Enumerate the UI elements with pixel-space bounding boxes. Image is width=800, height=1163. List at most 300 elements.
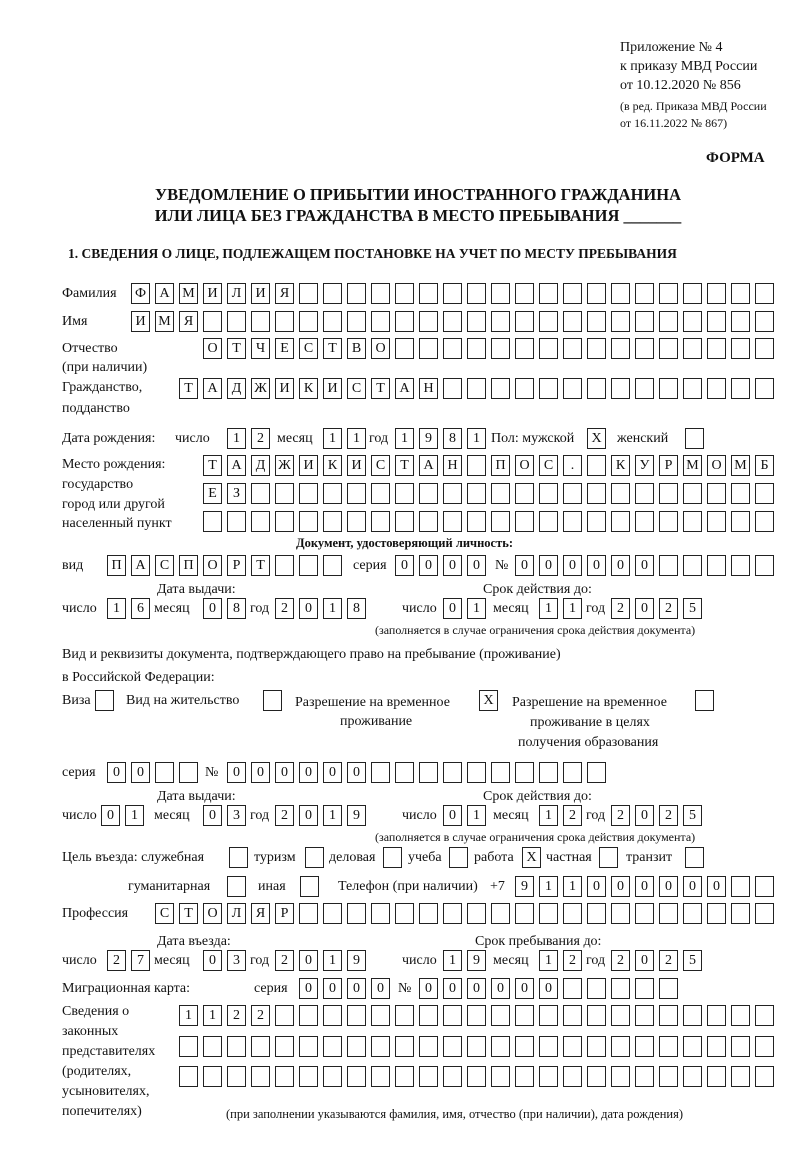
char-box-patronymic[interactable]: В: [347, 338, 366, 359]
char-box-birthplace2[interactable]: [611, 483, 630, 504]
char-box-name[interactable]: [659, 311, 678, 332]
char-box-reps2[interactable]: [395, 1036, 414, 1057]
char-box-doc-kind[interactable]: П: [107, 555, 126, 576]
char-box-permit-number[interactable]: [419, 762, 438, 783]
char-box-surname[interactable]: [755, 283, 774, 304]
char-box-reps2[interactable]: [707, 1036, 726, 1057]
char-box-name[interactable]: М: [155, 311, 174, 332]
char-box-profession[interactable]: [707, 903, 726, 924]
char-box-stay-day[interactable]: 1: [443, 950, 462, 971]
char-box-doc-kind[interactable]: [275, 555, 294, 576]
char-box-patronymic[interactable]: [587, 338, 606, 359]
char-box-reps1[interactable]: 2: [227, 1005, 246, 1026]
char-box-patronymic[interactable]: Е: [275, 338, 294, 359]
checkbox-rvp[interactable]: X: [479, 690, 498, 711]
char-box-permit-issue-year[interactable]: 2: [275, 805, 294, 826]
char-box-phone[interactable]: 0: [587, 876, 606, 897]
char-box-reps2[interactable]: [419, 1036, 438, 1057]
char-box-birthplace2[interactable]: [443, 483, 462, 504]
char-box-patronymic[interactable]: О: [203, 338, 222, 359]
char-box-permit-number[interactable]: 0: [323, 762, 342, 783]
char-box-phone[interactable]: [731, 876, 750, 897]
checkbox-rvp-edu[interactable]: [695, 690, 714, 711]
char-box-permit-number[interactable]: [539, 762, 558, 783]
char-box-name[interactable]: [515, 311, 534, 332]
char-box-reps1[interactable]: [731, 1005, 750, 1026]
char-box-patronymic[interactable]: [755, 338, 774, 359]
char-box-stay-year[interactable]: 0: [635, 950, 654, 971]
char-box-birthplace3[interactable]: [467, 511, 486, 532]
char-box-reps1[interactable]: [611, 1005, 630, 1026]
char-box-reps2[interactable]: [539, 1036, 558, 1057]
char-box-birthplace3[interactable]: [587, 511, 606, 532]
char-box-doc-number[interactable]: 0: [515, 555, 534, 576]
char-box-patronymic[interactable]: [659, 338, 678, 359]
char-box-name[interactable]: [467, 311, 486, 332]
char-box-name[interactable]: [683, 311, 702, 332]
char-box-birthplace3[interactable]: [707, 511, 726, 532]
char-box-reps3[interactable]: [323, 1066, 342, 1087]
char-box-patronymic[interactable]: [395, 338, 414, 359]
checkbox-p-tourism[interactable]: [305, 847, 324, 868]
char-box-birthplace1[interactable]: А: [419, 455, 438, 476]
char-box-reps3[interactable]: [395, 1066, 414, 1087]
char-box-entry-month[interactable]: 3: [227, 950, 246, 971]
char-box-citizenship[interactable]: [659, 378, 678, 399]
char-box-doc-issue-day[interactable]: 1: [107, 598, 126, 619]
char-box-reps3[interactable]: [251, 1066, 270, 1087]
char-box-reps2[interactable]: [635, 1036, 654, 1057]
char-box-birthplace2[interactable]: [563, 483, 582, 504]
char-box-reps1[interactable]: [443, 1005, 462, 1026]
char-box-birthplace2[interactable]: [659, 483, 678, 504]
char-box-permit-exp-day[interactable]: 1: [467, 805, 486, 826]
char-box-profession[interactable]: [731, 903, 750, 924]
char-box-reps2[interactable]: [491, 1036, 510, 1057]
char-box-reps3[interactable]: [563, 1066, 582, 1087]
char-box-reps1[interactable]: 1: [203, 1005, 222, 1026]
char-box-birthplace1[interactable]: .: [563, 455, 582, 476]
char-box-citizenship[interactable]: [491, 378, 510, 399]
char-box-reps2[interactable]: [467, 1036, 486, 1057]
char-box-birthplace1[interactable]: М: [683, 455, 702, 476]
char-box-reps2[interactable]: [587, 1036, 606, 1057]
char-box-doc-series[interactable]: 0: [443, 555, 462, 576]
char-box-profession[interactable]: [371, 903, 390, 924]
char-box-permit-number[interactable]: [395, 762, 414, 783]
char-box-birthplace1[interactable]: И: [347, 455, 366, 476]
char-box-patronymic[interactable]: [611, 338, 630, 359]
char-box-surname[interactable]: И: [251, 283, 270, 304]
char-box-mig-number[interactable]: 0: [491, 978, 510, 999]
char-box-permit-number[interactable]: [443, 762, 462, 783]
char-box-permit-issue-year[interactable]: 9: [347, 805, 366, 826]
char-box-surname[interactable]: [539, 283, 558, 304]
char-box-reps2[interactable]: [203, 1036, 222, 1057]
char-box-profession[interactable]: [419, 903, 438, 924]
char-box-doc-issue-year[interactable]: 2: [275, 598, 294, 619]
checkbox-p-transit[interactable]: [685, 847, 704, 868]
char-box-birthplace3[interactable]: [755, 511, 774, 532]
char-box-profession[interactable]: [299, 903, 318, 924]
char-box-patronymic[interactable]: [491, 338, 510, 359]
char-box-reps1[interactable]: 2: [251, 1005, 270, 1026]
char-box-reps2[interactable]: [251, 1036, 270, 1057]
char-box-phone[interactable]: 9: [515, 876, 534, 897]
char-box-birthplace2[interactable]: Е: [203, 483, 222, 504]
char-box-doc-issue-year[interactable]: 8: [347, 598, 366, 619]
char-box-surname[interactable]: [467, 283, 486, 304]
char-box-birthplace1[interactable]: Р: [659, 455, 678, 476]
char-box-phone[interactable]: 0: [635, 876, 654, 897]
char-box-doc-exp-year[interactable]: 0: [635, 598, 654, 619]
char-box-stay-year[interactable]: 2: [611, 950, 630, 971]
char-box-surname[interactable]: [587, 283, 606, 304]
char-box-birthplace1[interactable]: С: [539, 455, 558, 476]
char-box-birthplace1[interactable]: Т: [395, 455, 414, 476]
char-box-doc-series[interactable]: 0: [419, 555, 438, 576]
char-box-reps1[interactable]: [635, 1005, 654, 1026]
char-box-birthplace1[interactable]: А: [227, 455, 246, 476]
char-box-permit-number[interactable]: 0: [347, 762, 366, 783]
char-box-permit-series[interactable]: 0: [131, 762, 150, 783]
char-box-reps2[interactable]: [323, 1036, 342, 1057]
char-box-profession[interactable]: Т: [179, 903, 198, 924]
char-box-profession[interactable]: Л: [227, 903, 246, 924]
char-box-profession[interactable]: [587, 903, 606, 924]
char-box-citizenship[interactable]: Д: [227, 378, 246, 399]
char-box-doc-kind[interactable]: А: [131, 555, 150, 576]
char-box-birthplace2[interactable]: [635, 483, 654, 504]
checkbox-p-business[interactable]: [383, 847, 402, 868]
char-box-reps3[interactable]: [275, 1066, 294, 1087]
char-box-name[interactable]: [731, 311, 750, 332]
char-box-profession[interactable]: [491, 903, 510, 924]
char-box-doc-number[interactable]: 0: [539, 555, 558, 576]
char-box-citizenship[interactable]: [611, 378, 630, 399]
char-box-reps1[interactable]: [683, 1005, 702, 1026]
char-box-birthplace1[interactable]: У: [635, 455, 654, 476]
char-box-profession[interactable]: Р: [275, 903, 294, 924]
char-box-reps3[interactable]: [539, 1066, 558, 1087]
char-box-reps1[interactable]: 1: [179, 1005, 198, 1026]
char-box-entry-year[interactable]: 9: [347, 950, 366, 971]
char-box-permit-series[interactable]: [155, 762, 174, 783]
char-box-profession[interactable]: [467, 903, 486, 924]
char-box-profession[interactable]: [611, 903, 630, 924]
char-box-reps2[interactable]: [179, 1036, 198, 1057]
char-box-profession[interactable]: О: [203, 903, 222, 924]
char-box-surname[interactable]: [323, 283, 342, 304]
char-box-patronymic[interactable]: [443, 338, 462, 359]
char-box-birthplace3[interactable]: [491, 511, 510, 532]
char-box-reps3[interactable]: [659, 1066, 678, 1087]
char-box-name[interactable]: [707, 311, 726, 332]
char-box-doc-number[interactable]: [683, 555, 702, 576]
char-box-citizenship[interactable]: С: [347, 378, 366, 399]
char-box-profession[interactable]: [563, 903, 582, 924]
char-box-patronymic[interactable]: [539, 338, 558, 359]
checkbox-p-other[interactable]: [300, 876, 319, 897]
char-box-birthplace3[interactable]: [275, 511, 294, 532]
char-box-reps1[interactable]: [491, 1005, 510, 1026]
char-box-permit-issue-year[interactable]: 1: [323, 805, 342, 826]
char-box-doc-exp-year[interactable]: 2: [659, 598, 678, 619]
char-box-permit-exp-year[interactable]: 5: [683, 805, 702, 826]
char-box-reps3[interactable]: [371, 1066, 390, 1087]
char-box-name[interactable]: [611, 311, 630, 332]
char-box-permit-number[interactable]: [467, 762, 486, 783]
checkbox-p-humanitarian[interactable]: [227, 876, 246, 897]
char-box-patronymic[interactable]: Т: [227, 338, 246, 359]
char-box-citizenship[interactable]: [755, 378, 774, 399]
char-box-surname[interactable]: [683, 283, 702, 304]
char-box-phone[interactable]: 1: [563, 876, 582, 897]
checkbox-residence[interactable]: [263, 690, 282, 711]
char-box-reps3[interactable]: [467, 1066, 486, 1087]
char-box-birthplace2[interactable]: [347, 483, 366, 504]
char-box-permit-number[interactable]: [371, 762, 390, 783]
char-box-mig-number[interactable]: 0: [467, 978, 486, 999]
char-box-reps3[interactable]: [419, 1066, 438, 1087]
char-box-birth-day[interactable]: 2: [251, 428, 270, 449]
char-box-citizenship[interactable]: [731, 378, 750, 399]
char-box-patronymic[interactable]: [467, 338, 486, 359]
char-box-name[interactable]: [419, 311, 438, 332]
char-box-reps1[interactable]: [587, 1005, 606, 1026]
char-box-permit-exp-year[interactable]: 2: [659, 805, 678, 826]
char-box-name[interactable]: [539, 311, 558, 332]
char-box-birthplace3[interactable]: [515, 511, 534, 532]
char-box-reps1[interactable]: [419, 1005, 438, 1026]
char-box-citizenship[interactable]: [683, 378, 702, 399]
char-box-birthplace3[interactable]: [683, 511, 702, 532]
char-box-reps2[interactable]: [683, 1036, 702, 1057]
char-box-birthplace2[interactable]: [707, 483, 726, 504]
char-box-reps2[interactable]: [563, 1036, 582, 1057]
char-box-surname[interactable]: Ф: [131, 283, 150, 304]
char-box-patronymic[interactable]: [563, 338, 582, 359]
char-box-reps3[interactable]: [683, 1066, 702, 1087]
char-box-doc-exp-year[interactable]: 2: [611, 598, 630, 619]
char-box-reps1[interactable]: [659, 1005, 678, 1026]
char-box-doc-number[interactable]: 0: [611, 555, 630, 576]
char-box-doc-kind[interactable]: [299, 555, 318, 576]
char-box-mig-number[interactable]: [659, 978, 678, 999]
char-box-mig-series[interactable]: 0: [371, 978, 390, 999]
char-box-reps3[interactable]: [755, 1066, 774, 1087]
char-box-birth-year[interactable]: 8: [443, 428, 462, 449]
char-box-citizenship[interactable]: [467, 378, 486, 399]
char-box-reps2[interactable]: [755, 1036, 774, 1057]
char-box-surname[interactable]: М: [179, 283, 198, 304]
checkbox-p-work[interactable]: X: [522, 847, 541, 868]
char-box-mig-number[interactable]: 0: [443, 978, 462, 999]
char-box-birthplace2[interactable]: З: [227, 483, 246, 504]
char-box-reps2[interactable]: [515, 1036, 534, 1057]
char-box-citizenship[interactable]: Ж: [251, 378, 270, 399]
char-box-birthplace2[interactable]: [467, 483, 486, 504]
char-box-name[interactable]: [395, 311, 414, 332]
char-box-birthplace2[interactable]: [587, 483, 606, 504]
char-box-permit-issue-year[interactable]: 0: [299, 805, 318, 826]
char-box-profession[interactable]: С: [155, 903, 174, 924]
char-box-phone[interactable]: 0: [659, 876, 678, 897]
checkbox-sex-female[interactable]: [685, 428, 704, 449]
char-box-name[interactable]: [227, 311, 246, 332]
char-box-name[interactable]: [443, 311, 462, 332]
char-box-birthplace1[interactable]: Д: [251, 455, 270, 476]
char-box-birthplace3[interactable]: [539, 511, 558, 532]
char-box-stay-year[interactable]: 5: [683, 950, 702, 971]
char-box-birthplace2[interactable]: [323, 483, 342, 504]
char-box-name[interactable]: [755, 311, 774, 332]
char-box-birthplace3[interactable]: [299, 511, 318, 532]
char-box-birthplace3[interactable]: [659, 511, 678, 532]
char-box-reps1[interactable]: [395, 1005, 414, 1026]
char-box-doc-number[interactable]: 0: [635, 555, 654, 576]
char-box-patronymic[interactable]: [419, 338, 438, 359]
char-box-patronymic[interactable]: Т: [323, 338, 342, 359]
char-box-patronymic[interactable]: [635, 338, 654, 359]
char-box-profession[interactable]: [515, 903, 534, 924]
char-box-phone[interactable]: [755, 876, 774, 897]
char-box-reps2[interactable]: [299, 1036, 318, 1057]
char-box-birth-year[interactable]: 1: [467, 428, 486, 449]
char-box-citizenship[interactable]: А: [203, 378, 222, 399]
char-box-citizenship[interactable]: Н: [419, 378, 438, 399]
char-box-profession[interactable]: [683, 903, 702, 924]
char-box-permit-issue-day[interactable]: 1: [125, 805, 144, 826]
char-box-reps3[interactable]: [611, 1066, 630, 1087]
char-box-stay-month[interactable]: 1: [539, 950, 558, 971]
char-box-doc-number[interactable]: 0: [587, 555, 606, 576]
char-box-permit-issue-day[interactable]: 0: [101, 805, 120, 826]
char-box-mig-series[interactable]: 0: [347, 978, 366, 999]
char-box-phone[interactable]: 1: [539, 876, 558, 897]
char-box-birthplace2[interactable]: [515, 483, 534, 504]
char-box-doc-number[interactable]: [731, 555, 750, 576]
char-box-surname[interactable]: [347, 283, 366, 304]
checkbox-p-private[interactable]: [599, 847, 618, 868]
char-box-mig-number[interactable]: [611, 978, 630, 999]
char-box-entry-day[interactable]: 7: [131, 950, 150, 971]
char-box-citizenship[interactable]: [515, 378, 534, 399]
char-box-reps3[interactable]: [347, 1066, 366, 1087]
char-box-phone[interactable]: 0: [707, 876, 726, 897]
char-box-birthplace1[interactable]: С: [371, 455, 390, 476]
char-box-surname[interactable]: [659, 283, 678, 304]
char-box-doc-kind[interactable]: С: [155, 555, 174, 576]
char-box-entry-day[interactable]: 2: [107, 950, 126, 971]
char-box-doc-number[interactable]: [707, 555, 726, 576]
char-box-surname[interactable]: Я: [275, 283, 294, 304]
char-box-birthplace1[interactable]: [587, 455, 606, 476]
char-box-reps2[interactable]: [371, 1036, 390, 1057]
char-box-doc-exp-month[interactable]: 1: [563, 598, 582, 619]
char-box-doc-kind[interactable]: [323, 555, 342, 576]
char-box-permit-number[interactable]: [515, 762, 534, 783]
char-box-name[interactable]: [563, 311, 582, 332]
char-box-patronymic[interactable]: [683, 338, 702, 359]
char-box-birthplace2[interactable]: [275, 483, 294, 504]
char-box-doc-exp-month[interactable]: 1: [539, 598, 558, 619]
char-box-citizenship[interactable]: И: [323, 378, 342, 399]
char-box-birthplace2[interactable]: [731, 483, 750, 504]
char-box-birthplace2[interactable]: [251, 483, 270, 504]
char-box-phone[interactable]: 0: [611, 876, 630, 897]
char-box-reps3[interactable]: [491, 1066, 510, 1087]
char-box-name[interactable]: [371, 311, 390, 332]
char-box-birthplace1[interactable]: М: [731, 455, 750, 476]
char-box-birthplace2[interactable]: [539, 483, 558, 504]
char-box-birthplace3[interactable]: [611, 511, 630, 532]
char-box-entry-year[interactable]: 0: [299, 950, 318, 971]
char-box-birth-year[interactable]: 1: [395, 428, 414, 449]
char-box-birthplace3[interactable]: [371, 511, 390, 532]
char-box-entry-year[interactable]: 2: [275, 950, 294, 971]
char-box-surname[interactable]: [563, 283, 582, 304]
char-box-doc-issue-year[interactable]: 1: [323, 598, 342, 619]
char-box-doc-series[interactable]: 0: [395, 555, 414, 576]
char-box-birth-month[interactable]: 1: [347, 428, 366, 449]
char-box-citizenship[interactable]: [587, 378, 606, 399]
char-box-name[interactable]: [587, 311, 606, 332]
char-box-surname[interactable]: [515, 283, 534, 304]
char-box-reps1[interactable]: [563, 1005, 582, 1026]
char-box-citizenship[interactable]: [563, 378, 582, 399]
char-box-stay-year[interactable]: 2: [659, 950, 678, 971]
char-box-mig-series[interactable]: 0: [299, 978, 318, 999]
char-box-birthplace2[interactable]: [371, 483, 390, 504]
char-box-birthplace3[interactable]: [347, 511, 366, 532]
char-box-mig-series[interactable]: 0: [323, 978, 342, 999]
char-box-profession[interactable]: [347, 903, 366, 924]
char-box-name[interactable]: И: [131, 311, 150, 332]
char-box-permit-series[interactable]: 0: [107, 762, 126, 783]
char-box-birthplace3[interactable]: [731, 511, 750, 532]
char-box-permit-exp-month[interactable]: 1: [539, 805, 558, 826]
char-box-birthplace1[interactable]: Т: [203, 455, 222, 476]
char-box-citizenship[interactable]: А: [395, 378, 414, 399]
char-box-doc-number[interactable]: 0: [563, 555, 582, 576]
char-box-citizenship[interactable]: [707, 378, 726, 399]
char-box-citizenship[interactable]: Т: [179, 378, 198, 399]
char-box-permit-issue-month[interactable]: 3: [227, 805, 246, 826]
char-box-mig-number[interactable]: [587, 978, 606, 999]
char-box-profession[interactable]: [635, 903, 654, 924]
char-box-phone[interactable]: 0: [683, 876, 702, 897]
char-box-profession[interactable]: [659, 903, 678, 924]
char-box-birthplace3[interactable]: [563, 511, 582, 532]
char-box-birthplace1[interactable]: И: [299, 455, 318, 476]
char-box-birthplace2[interactable]: [755, 483, 774, 504]
char-box-patronymic[interactable]: [515, 338, 534, 359]
char-box-name[interactable]: [251, 311, 270, 332]
char-box-name[interactable]: [203, 311, 222, 332]
char-box-surname[interactable]: А: [155, 283, 174, 304]
char-box-doc-issue-year[interactable]: 0: [299, 598, 318, 619]
char-box-stay-month[interactable]: 2: [563, 950, 582, 971]
char-box-stay-day[interactable]: 9: [467, 950, 486, 971]
char-box-profession[interactable]: [323, 903, 342, 924]
char-box-name[interactable]: [299, 311, 318, 332]
char-box-reps3[interactable]: [707, 1066, 726, 1087]
char-box-permit-number[interactable]: 0: [275, 762, 294, 783]
char-box-patronymic[interactable]: [731, 338, 750, 359]
char-box-reps1[interactable]: [539, 1005, 558, 1026]
char-box-surname[interactable]: [299, 283, 318, 304]
